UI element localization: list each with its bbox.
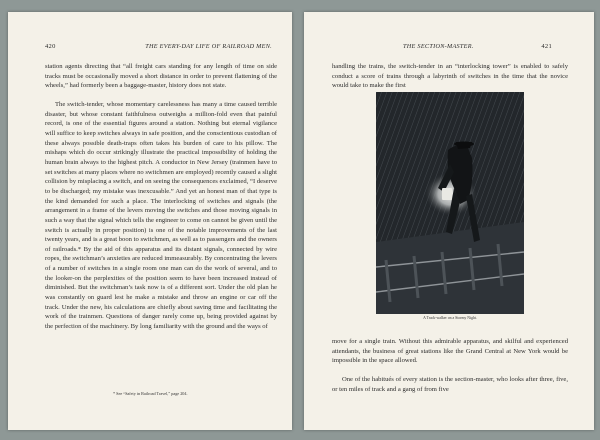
right-running-title: THE SECTION-MASTER. bbox=[403, 43, 474, 50]
right-body-text-bottom bbox=[332, 337, 568, 394]
right-body-text-top bbox=[332, 62, 568, 91]
illustration-caption: A Track-walker on a Stormy Night. bbox=[423, 316, 477, 320]
left-page bbox=[8, 12, 292, 430]
right-paragraph-2: move for a single train. Without this admirable apparatus, and skilful and experienced attendants, the business of great stations like the Grand Central at New York would be impossible in the space allowed. bbox=[332, 338, 568, 365]
right-page-number: 421 bbox=[541, 43, 552, 50]
left-paragraph-2: The switch-tender, whose momentary carelessness has many a time caused terrible disaster, but whose constant faithfulness outweighs a million-fold even that painful record, is one of the essential figures around a station. Nothing but eternal vigilance will suffice to keep switches always in safe position, and the conscientious custodian of these always possible death-traps often takes his burden of care to his pillow. The mishaps which do occur strikingly illustrate the practical impossibility of holding the human brain always to the highest pitch. A conductor in New Jersey (trainmen have to set switches at many places where no switchmen are employed) recently caused a slight collision by misplacing a switch, and on seeing the consequences exclaimed, “I deserve to be discharged; my mistake was inexcusable.” And yet an honest man of that type is the kind demanded for such a place. The interlocking of switches and signals (the arrangement in a frame of the levers moving the switches and those moving signals in such a way that the signal which tells the engineer to come on cannot be given until the switch is actually in proper position) is one of the notable improvements of the last twenty years, and is a great boon to switchmen, as well as to passengers and the owners of railroads.* By the aid of this apparatus and its distant signals, connected by wire ropes, the switchman’s anxieties are reduced immeasurably. By concentrating the levers of a number of switches in a single room one man can do the work of several, and to the looker-on the perplexities of the position seem to have been increased instead of diminished. But the switchman’s task now is of a different sort. Under the old plan he was constantly on guard lest he make a mistake and throw an engine or car off the track. Under the new, his calculations are chiefly about saving time and facilitating the work of the trainmen. Questions of danger rarely come up, being provided against by the perfection of the machinery. By long familiarity with the ground and the ways of bbox=[45, 100, 277, 331]
right-paragraph-3: One of the habitués of every station is the section-master, who looks after three, five, or ten miles of track and a gang of from five bbox=[332, 375, 568, 393]
left-running-head bbox=[45, 43, 272, 50]
left-footnote: * See “Safety in Railroad Travel,” page 204. bbox=[113, 391, 188, 396]
track-walker-illustration bbox=[376, 92, 524, 314]
right-running-head bbox=[403, 43, 552, 50]
left-running-title: THE EVERY-DAY LIFE OF RAILROAD MEN. bbox=[145, 43, 272, 50]
right-page bbox=[304, 12, 594, 430]
left-page-number: 420 bbox=[45, 43, 56, 50]
right-paragraph-1: handling the trains, the switch-tender in an “interlocking tower” is enabled to safely conduct a score of trains through a labyrinth of switches in the time that the novice would take to make the first bbox=[332, 63, 568, 90]
left-body-text bbox=[45, 62, 277, 332]
left-paragraph-1: station agents directing that “all freight cars standing for any length of time on side tracks must be occasionally moved a short distance in order to prevent flattening of the wheels,” had formerly been a baggage-master, history does not state. bbox=[45, 63, 277, 90]
